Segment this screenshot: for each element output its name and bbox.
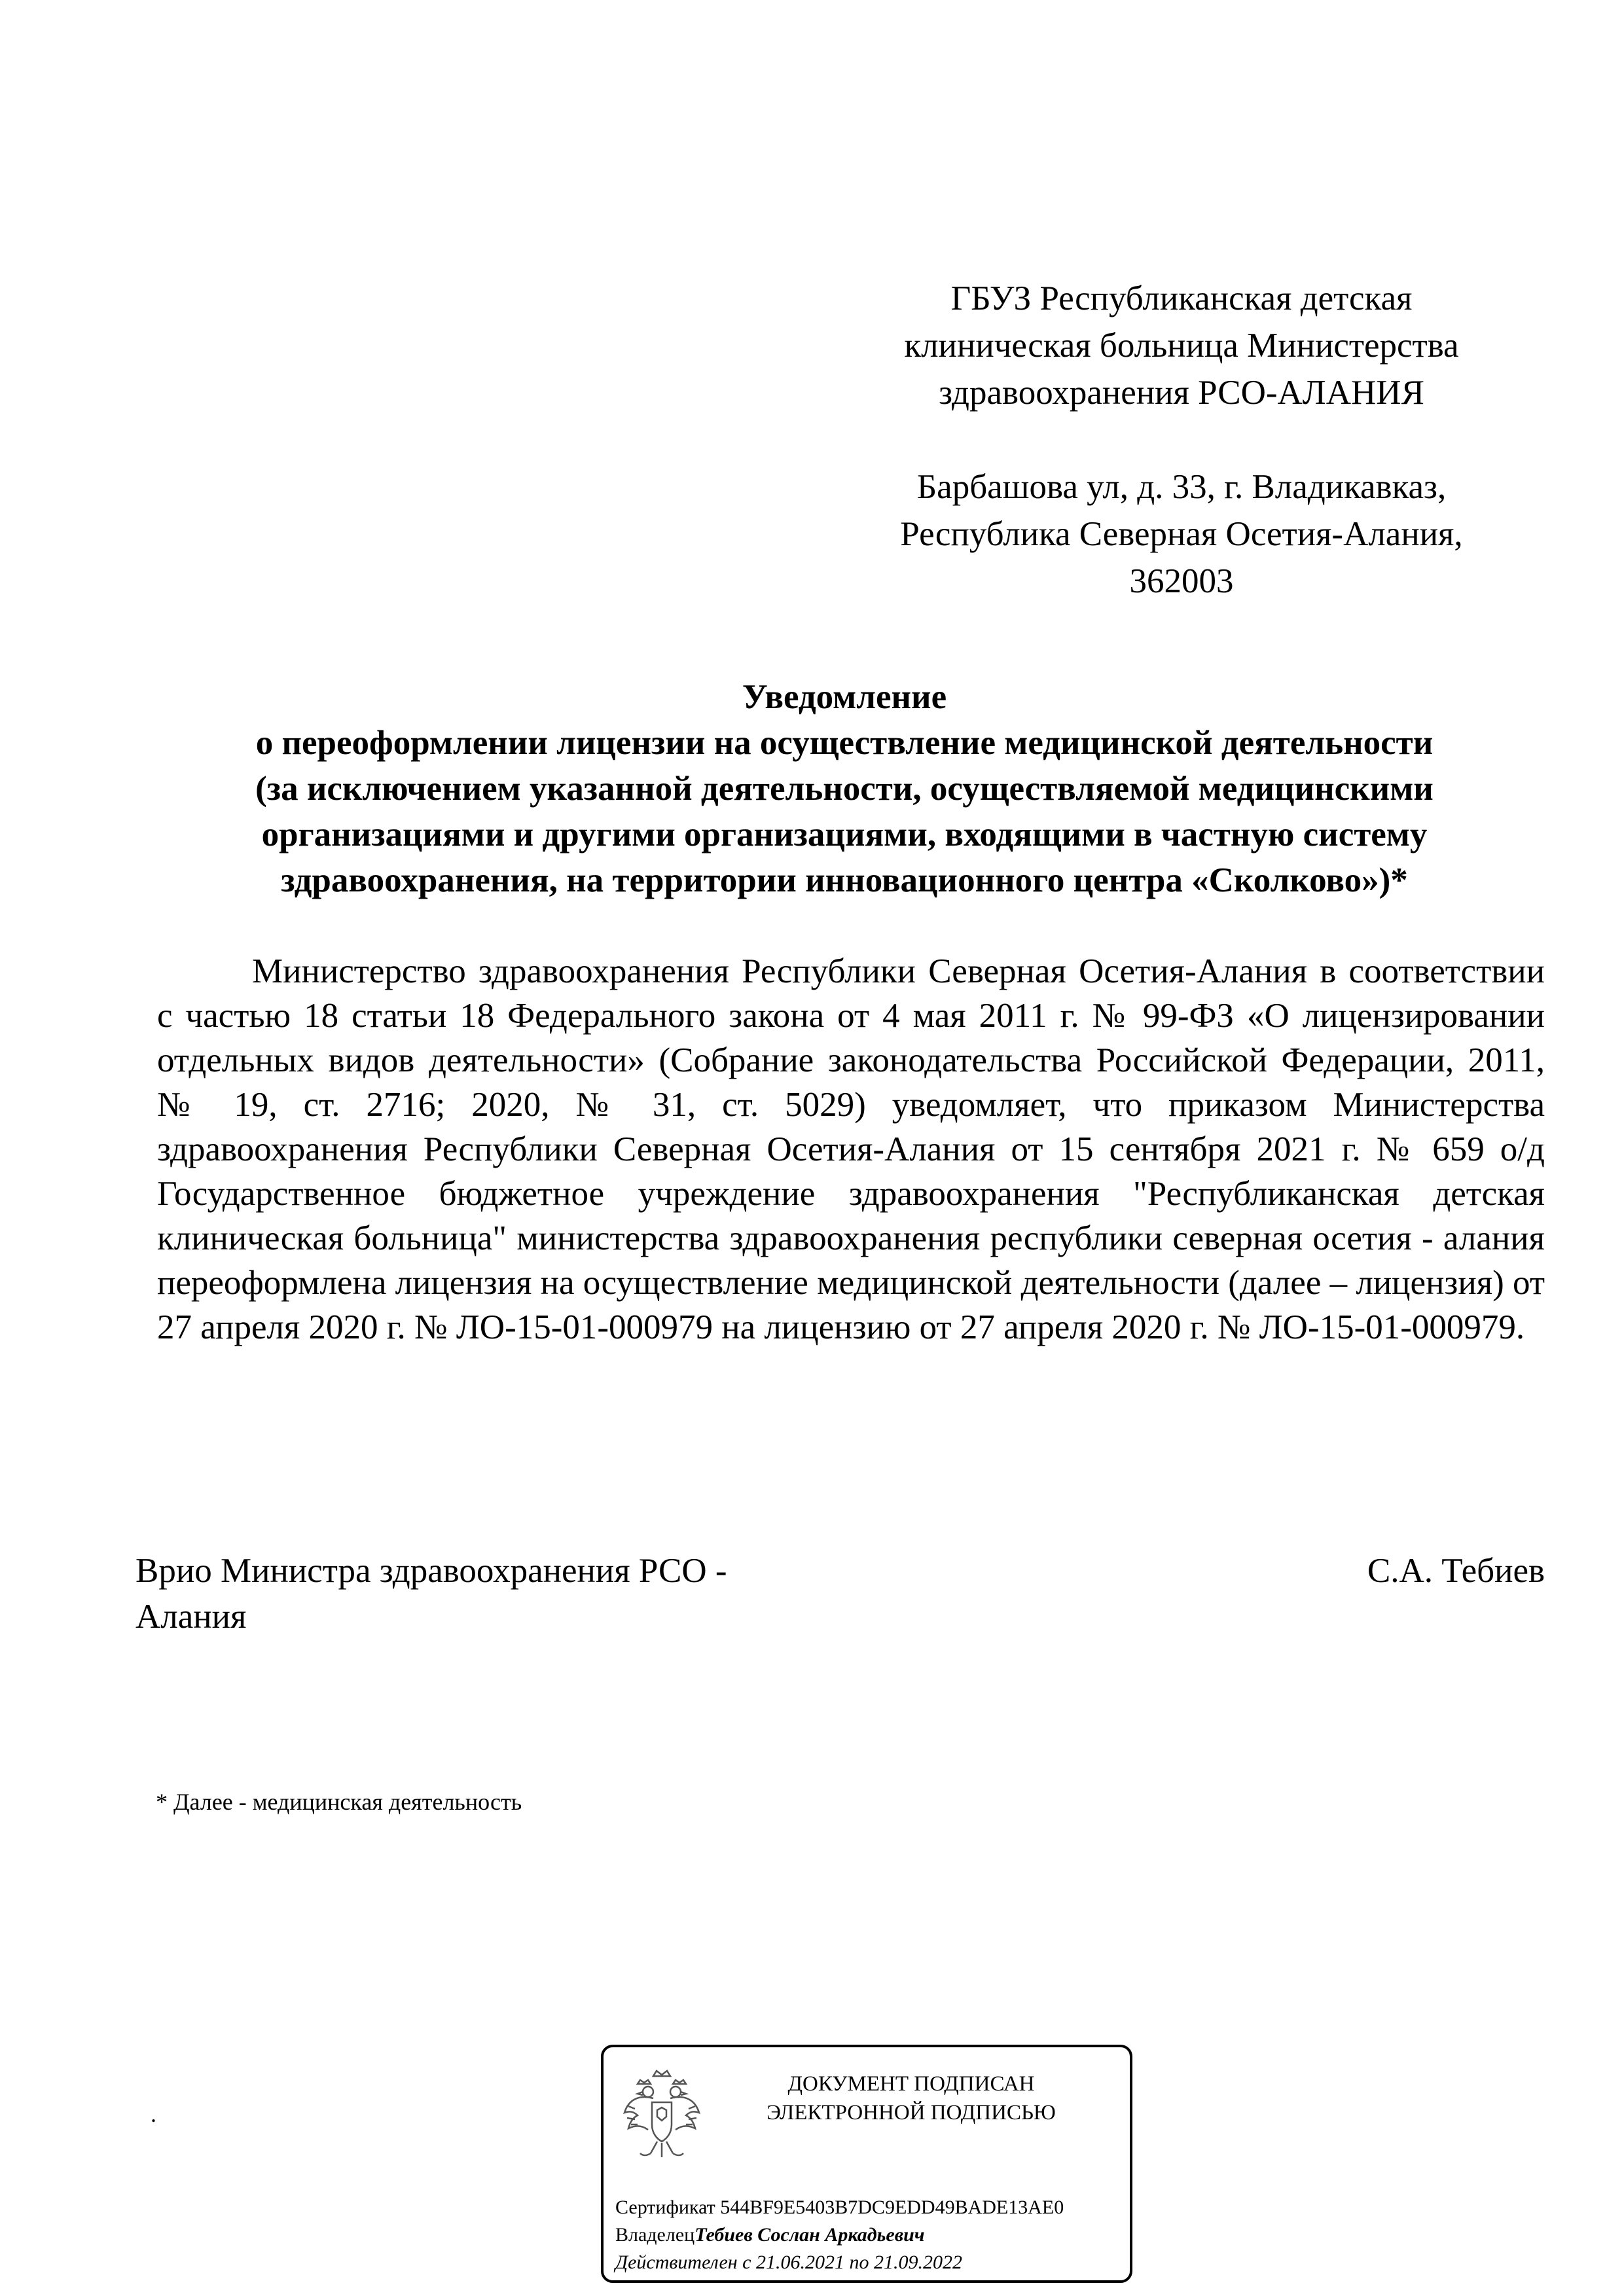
- title-line5: здравоохранения, на территории инновационного центра «Сколково»)*: [281, 861, 1408, 899]
- stamp-heading-line2: ЭЛЕКТРОННОЙ ПОДПИСЬЮ: [767, 2101, 1056, 2125]
- addressee-addr-line3: 362003: [1129, 562, 1234, 600]
- stamp-owner-value: Тебиев Сослан Аркадьевич: [695, 2224, 925, 2246]
- stamp-details: [615, 2194, 1126, 2276]
- stamp-owner-label: Владелец: [615, 2224, 695, 2246]
- stamp-heading-line1: ДОКУМЕНТ ПОДПИСАН: [787, 2072, 1035, 2096]
- addressee-block: [838, 275, 1525, 605]
- stamp-cert-label: Сертификат: [615, 2197, 715, 2218]
- signer-position-line1: Врио Министра здравоохранения РСО -: [135, 1552, 727, 1590]
- stamp-owner: [615, 2221, 1126, 2249]
- addressee-addr-line1: Барбашова ул, д. 33, г. Владикавказ,: [916, 468, 1447, 506]
- title-line1: Уведомление: [742, 678, 947, 716]
- footnote: * Далее - медицинская деятельность: [156, 1789, 522, 1815]
- addressee-gap: [838, 416, 1525, 463]
- addressee-org-line2: клиническая больница Министерства: [904, 327, 1459, 365]
- stamp-validity: Действителен с 21.06.2021 по 21.09.2022: [615, 2251, 962, 2273]
- body-paragraph: Министерство здравоохранения Республики Северная Осетия-Алания в соответствии с частью 18 статьи 18 Федерального закона от 4 мая 2011 г. № 99-ФЗ «О лицензировании отдельных видов деятельности» (Собрание законодательства Российской Федерации, 2011, № 19, ст. 2716; 2020, № 31, ст. 5029) уведомляет, что приказом Министерства здравоохранения Республики Северная Осетия-Алания от 15 сентября 2021 г. № 659 о/д Государственное бюджетное учреждение здравоохранения "Республиканская детская клиническая больница" министерства здравоохранения республики северная осетия - алания переоформлена лицензия на осуществление медицинской деятельности (далее – лицензия) от 27 апреля 2020 г. № ЛО-15-01-000979 на лицензию от 27 апреля 2020 г. № ЛО-15-01-000979.: [157, 952, 1545, 1346]
- title-line3: (за исключением указанной деятельности, осуществляемой медицинскими: [255, 770, 1434, 808]
- addressee-org-line1: ГБУЗ Республиканская детская: [950, 279, 1413, 317]
- stamp-heading: [708, 2070, 1114, 2127]
- stamp-cert-value: 544BF9E5403B7DC9EDD49BADE13AE0: [720, 2197, 1064, 2218]
- russian-coat-of-arms-icon: [619, 2067, 704, 2165]
- title-line2: о переоформлении лицензии на осуществление медицинской деятельности: [255, 724, 1434, 762]
- signer-position: [135, 1548, 823, 1640]
- signer-position-line2: Алания: [135, 1598, 247, 1636]
- signer-name: С.А. Тебиев: [1367, 1552, 1545, 1590]
- addressee-addr-line2: Республика Северная Осетия-Алания,: [900, 515, 1463, 553]
- title-line4: организациями и другими организациями, входящими в частную систему: [261, 816, 1428, 853]
- addressee-org-line3: здравоохранения РСО-АЛАНИЯ: [939, 374, 1424, 412]
- document-title: [151, 674, 1538, 903]
- electronic-signature-stamp: [601, 2045, 1132, 2283]
- stamp-certificate: [615, 2194, 1126, 2221]
- stray-dot: .: [151, 2101, 156, 2127]
